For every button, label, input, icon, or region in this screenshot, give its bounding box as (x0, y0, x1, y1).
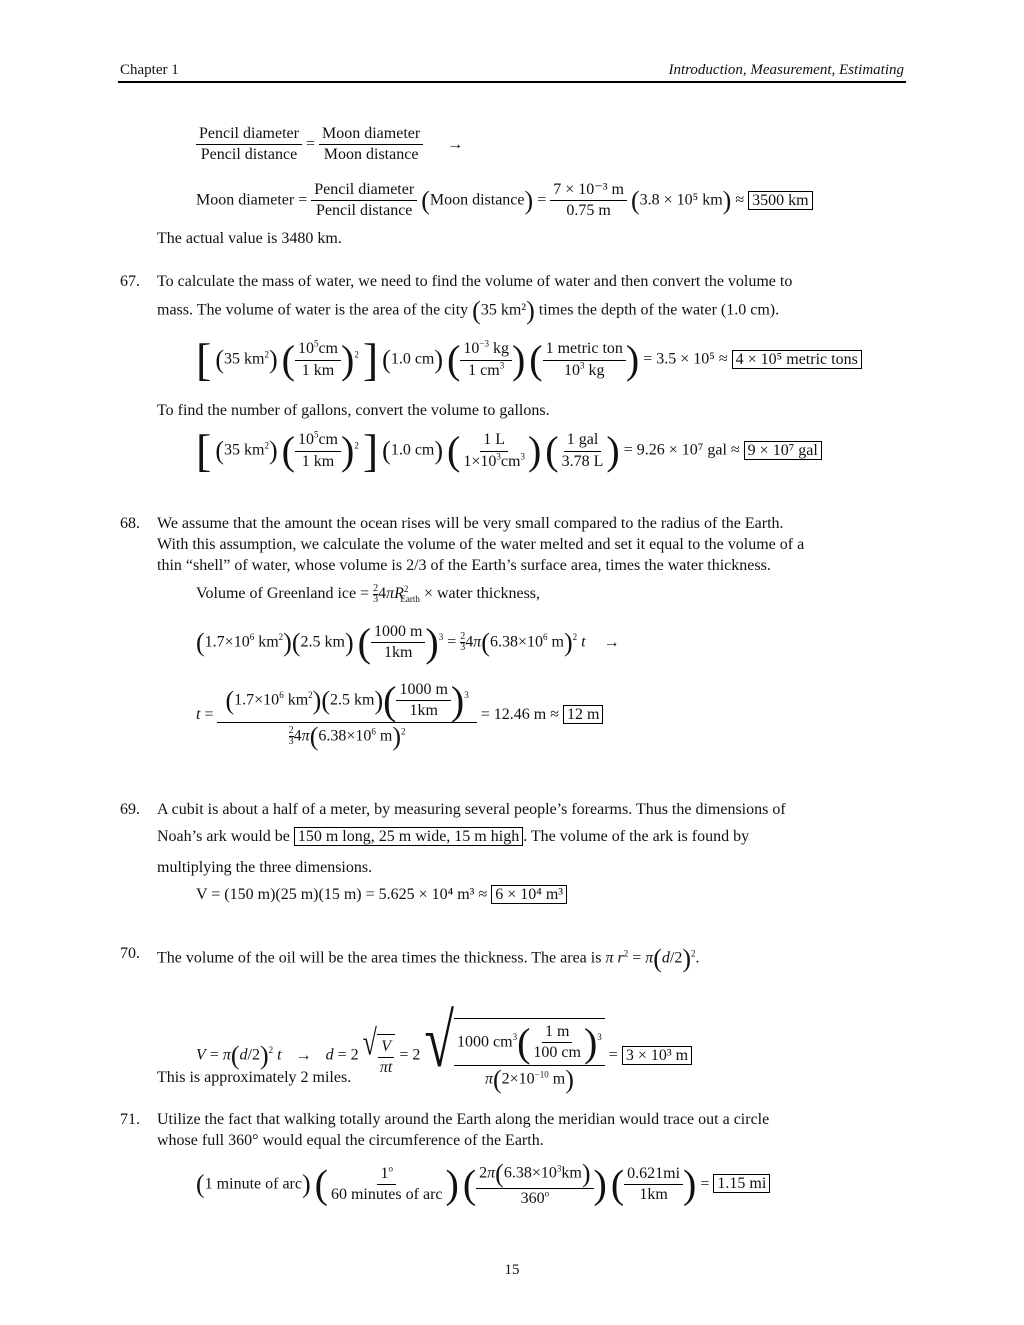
p69-number: 69. (120, 801, 140, 818)
p69-text2: Noah’s ark would be 150 m long, 25 m wide, 15 m high . The volume of the ark is found by (157, 828, 750, 845)
p66-eq2: Moon diameter = $\frac{\text{Pencil diameter}}{\text{Pencil distance}}$ (Moon distance) = $\frac{\text{7 × 10⁻³ m}}{0.75 m}$ (3.8 × 10⁵ km) ≈ 3500 km (196, 180, 813, 222)
p68-eq1: ($1.7\times 10^6$ $km^2)(2.5$ km) ( $\frac{1000 m}{1km}$ )$^3$ = $\frac{2}{3}$ $4\pi(6.38\times 10^6$ m)$^2$ t → (196, 619, 620, 665)
p71-text1: Utilize the fact that walking totally around the Earth along the meridian would trace out a circle (157, 1111, 770, 1128)
p71-answer-box: 1.15 mi (713, 1174, 770, 1193)
p68-text4: Volume of Greenland ice = $\frac{2}{3}$ $4\pi R^2_{Earth}$ × water thickness, (196, 583, 541, 605)
p69-dimensions-box: 150 m long, 25 m wide, 15 m high (294, 827, 523, 846)
p67-text1: To calculate the mass of water, we need to find the volume of water and then convert the volume to (157, 273, 793, 290)
p71-eq: (1 minute of arc) ( $\frac{1^o}{\text{60 minutes of arc}}$ ) ( $\frac{2\pi(6.38\times 10^3km)}{360^o}$ ) ( $\frac{0.621mi}{1km}$ ) = 1.15 mi (196, 1160, 770, 1209)
p67-eq2: [ (35 $km^2$) ( $\frac{10^5cm}{1 km}$ )$^2$ ] (1.0 cm) ( $\frac{1 L}{1\times 10^3cm^3}$ ) ( $\frac{\text{1 gal}}{3.78 L}$ ) = 9.26 × 10⁷ gal ≈ 9 × 10⁷ gal (196, 428, 822, 474)
p69-eq: V = (150 m)(25 m)(15 m) = 5.625 × 10⁴ m³ ≈ 6 × 10⁴ m³ (196, 887, 567, 903)
p67-answer1-box: 4 × 10⁵ metric tons (732, 350, 862, 369)
p69-text3: multiplying the three dimensions. (157, 859, 373, 876)
p69-text1: A cubit is about a half of a meter, by measuring several people’s forearms. Thus the dimensions of (157, 801, 786, 818)
header-rule (118, 81, 906, 83)
p67-number: 67. (120, 273, 140, 290)
p70-answer-box: 3 × 10³ m (622, 1046, 692, 1065)
p66-actual: The actual value is 3480 km. (157, 230, 342, 247)
p70-text1: The volume of the oil will be the area times the thickness. The area is π $r^2 = \pi(d/2)^2$. (157, 944, 700, 973)
p70-text2: This is approximately 2 miles. (157, 1069, 352, 1086)
p68-text3: thin “shell” of water, whose volume is 2/3 of the Earth’s surface area, times the water thickness. (157, 557, 771, 574)
p66-answer-box: 3500 km (748, 191, 812, 210)
p69-answer-box: 6 × 10⁴ m³ (491, 885, 567, 904)
p67-text2: mass. The volume of water is the area of the city (35 km²) times the depth of the water (1.0 cm). (157, 296, 780, 325)
chapter-title: Introduction, Measurement, Estimating (668, 62, 904, 78)
p68-text1: We assume that the amount the ocean rises will be very small compared to the radius of the Earth. (157, 515, 784, 532)
p68-text2: With this assumption, we calculate the volume of the water melted and set it equal to the volume of a (157, 536, 805, 553)
p67-eq1: [ (35 $km^2$) ( $\frac{10^5cm}{1 km}$ )$^2$ ] (1.0 cm) ( $\frac{10^{-3} kg}{1 cm^3}$ ) ( $\frac{\text{1 metric ton}}{10^3 kg}$ ) = 3.5 × 10⁵ ≈ 4 × 10⁵ metric tons (196, 337, 862, 383)
p70-eq: $V = \pi(d/2)^2$ t → d = 2 √ $\frac{V}{\pi t}$ = 2 √ 1000 $cm^3$( $\frac{1 m}{100 cm}$ )$^3$ $\pi(2\times 10^{-10}$ m) = 3 × 10³ m (196, 1018, 692, 1094)
p68-number: 68. (120, 515, 140, 532)
p68-eq2: t = ($1.7\times 10^6$ $km^2)(2.5$ km)( $\frac{1000 m}{1km}$ )$^3$ $\frac{2}{3}$ $4\pi(6.38\times 10^6$ m)$^2$ = 12.46 m ≈ 12 m (196, 680, 603, 751)
p66-eq1: $\frac{\text{Pencil diameter}}{\text{Pencil distance}}$ = $\frac{\text{Moon diameter}}{\text{Moon distance}}$ → (196, 124, 463, 166)
p71-number: 71. (120, 1111, 140, 1128)
p68-answer-box: 12 m (563, 705, 603, 724)
page-number: 15 (504, 1262, 520, 1278)
p67-answer2-box: 9 × 10⁷ gal (744, 441, 822, 460)
p71-text2: whose full 360° would equal the circumference of the Earth. (157, 1132, 544, 1149)
p67-text3: To find the number of gallons, convert the volume to gallons. (157, 402, 550, 419)
p70-number: 70. (120, 945, 140, 962)
chapter-label: Chapter 1 (120, 62, 179, 78)
